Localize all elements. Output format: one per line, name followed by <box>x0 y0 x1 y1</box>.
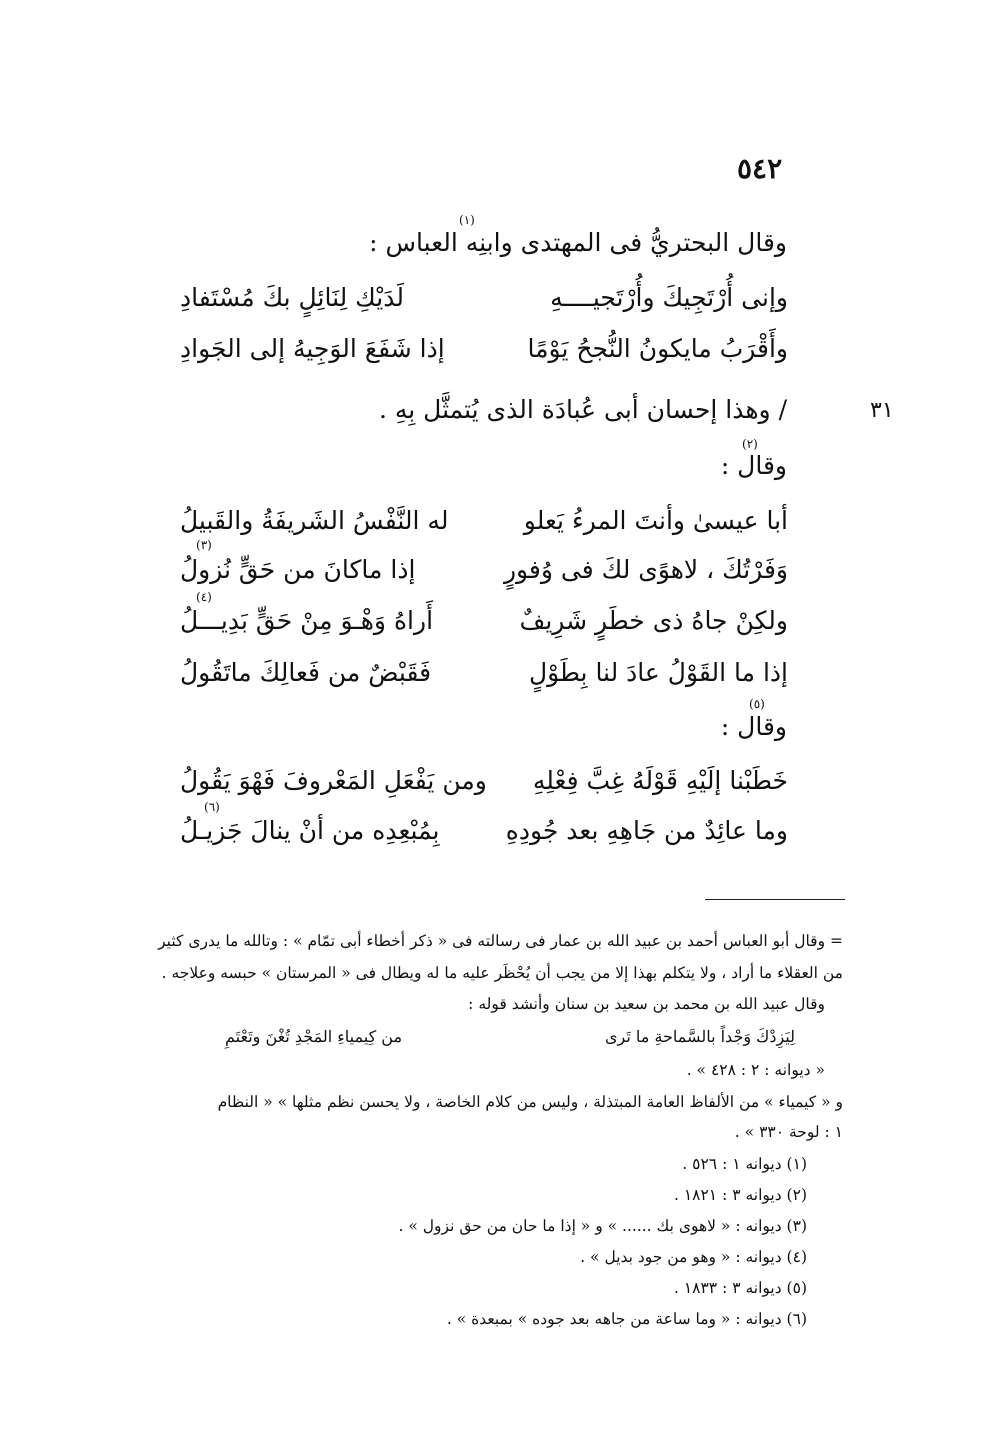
footnote-continuation-line: وقال عبيد الله بن محمد بن سعيد بن سنان وأنشد قوله : <box>468 995 825 1013</box>
verse-line <box>180 658 788 700</box>
hemistich-first: خَطَبْنا إلَيْهِ قَوْلَهُ غِبَّ فِعْلِهِ <box>532 766 788 795</box>
note-mark-2: (٢) <box>742 437 758 451</box>
hemistich-first: ولكِنْ جاهُ ذى خطَرٍ شَرِيفٌ <box>519 606 788 635</box>
verse-line <box>180 606 788 648</box>
hemistich-first: وما عائِدٌ من جَاهِهِ بعد جُودِهِ <box>505 816 788 845</box>
footnote-continuation-line: من العقلاء ما أراد ، ولا يتكلم بهذا إلا من يجب أن يُحْظَر عليه ما له ويطال فى « المرستان » حبسه وعلاجه . <box>161 964 843 982</box>
footnote-remark-line: و « كيمياء » من الألفاظ العامة المبتذلة ، وليس من كلام الخاصة ، ولا يحسن نظم مثلها » « النظام <box>217 1093 843 1111</box>
hemistich-second: فَقَبْضٌ من فَعالِكَ ماتَقُولُ <box>180 658 432 687</box>
hemistich-first: وأَقْرَبُ مايكونُ النُّجحُ يَوْمًا <box>527 334 788 363</box>
note-mark-5: (٥) <box>749 697 765 711</box>
hemistich-first: إذا ما القَوْلُ عادَ لنا بِطَوْلٍ <box>528 658 788 687</box>
hemistich-second: له النَّفْسُ الشَريفَةُ والقَبيلُ <box>180 506 449 535</box>
hemistich-second: بِمُبْعِدِه من أنْ ينالَ جَزيـلُ <box>180 816 440 845</box>
margin-number: ٣١ <box>870 398 894 423</box>
footnote-remark-line: ١ : لوحة ٣٣٠ » . <box>734 1123 843 1141</box>
intro-line-2: وقال : <box>720 451 787 480</box>
footnote-note: (٥) ديوانه ٣ : ١٨٣٣ . <box>673 1279 807 1297</box>
note-mark-3: (٣) <box>196 538 212 552</box>
note-mark-1: (١) <box>459 213 475 227</box>
footnote-note: (٦) ديوانه : « وما ساعة من جاهه بعد جوده » بمبعدة » . <box>446 1310 807 1328</box>
intro-line-3: وقال : <box>720 712 787 741</box>
hemistich-first: وَفَرْتُكَ ، لاهوًى لكَ فى وُفورٍ <box>503 555 788 584</box>
note-mark-4: (٤) <box>196 590 212 604</box>
verse-line <box>180 334 788 376</box>
page-number: ٥٤٢ <box>737 152 783 185</box>
verse-line <box>180 283 788 325</box>
verse-line <box>180 766 788 808</box>
hemistich-first: أبا عيسىٰ وأنتَ المرءُ يَعلو <box>523 506 788 535</box>
footnote-note: (٣) ديوانه : « لاهوى بك ...... » و « إذا ما حان من حق نزول » . <box>398 1217 807 1235</box>
hemistich-second: إذا شَفَعَ الوَجِيهُ إلى الجَوادِ <box>180 334 445 363</box>
footnote-verse <box>225 1027 795 1055</box>
footnote-rule <box>705 899 845 900</box>
commentary-line: / وهذا إحسان أبى عُبادَة الذى يُتمثَّل بِهِ . <box>378 395 787 424</box>
footnote-source: « ديوانه : ٢ : ٤٢٨ » . <box>686 1061 825 1079</box>
intro-line-1: وقال البحتريُّ فى المهتدى وابنِه العباس : <box>369 228 787 257</box>
note-mark-6: (٦) <box>204 800 220 814</box>
hemistich-second: من كِيمياءِ المَجْدِ تُغْنَ وتَعْتَمِ <box>225 1027 403 1046</box>
footnote-note: (١) ديوانه ١ : ٥٢٦ . <box>682 1155 807 1173</box>
hemistich-first: وإنى أُرْتَجِيكَ وأُرْتَجيــــهِ <box>550 283 788 312</box>
hemistich-first: لِيَزِدْكَ وَجْداً بالسَّماحةِ ما تَرى <box>605 1027 795 1046</box>
footnote-continuation-line: = وقال أبو العباس أحمد بن عبيد الله بن عمار فى رسالته فى « ذكر أخطاء أبى تمّام » : وتالله ما يدرى كثير <box>158 932 843 950</box>
footnote-note: (٤) ديوانه : « وهو من جود بديل » . <box>580 1248 807 1266</box>
hemistich-second: ومن يَفْعَلِ المَعْروفَ فَهْوَ يَقُولُ <box>180 766 487 795</box>
verse-line <box>180 816 788 858</box>
verse-line <box>180 555 788 597</box>
verse-line <box>180 506 788 548</box>
hemistich-second: لَدَيْكِ لِنَائِلٍ بكَ مُسْتَفادِ <box>180 283 404 312</box>
footnote-note: (٢) ديوانه ٣ : ١٨٢١ . <box>673 1186 807 1204</box>
hemistich-second: إذا ماكانَ من حَقٍّ نُزولُ <box>180 555 416 584</box>
hemistich-second: أَراهُ وَهْـوَ مِنْ حَقٍّ بَدِيـــلُ <box>180 606 434 635</box>
